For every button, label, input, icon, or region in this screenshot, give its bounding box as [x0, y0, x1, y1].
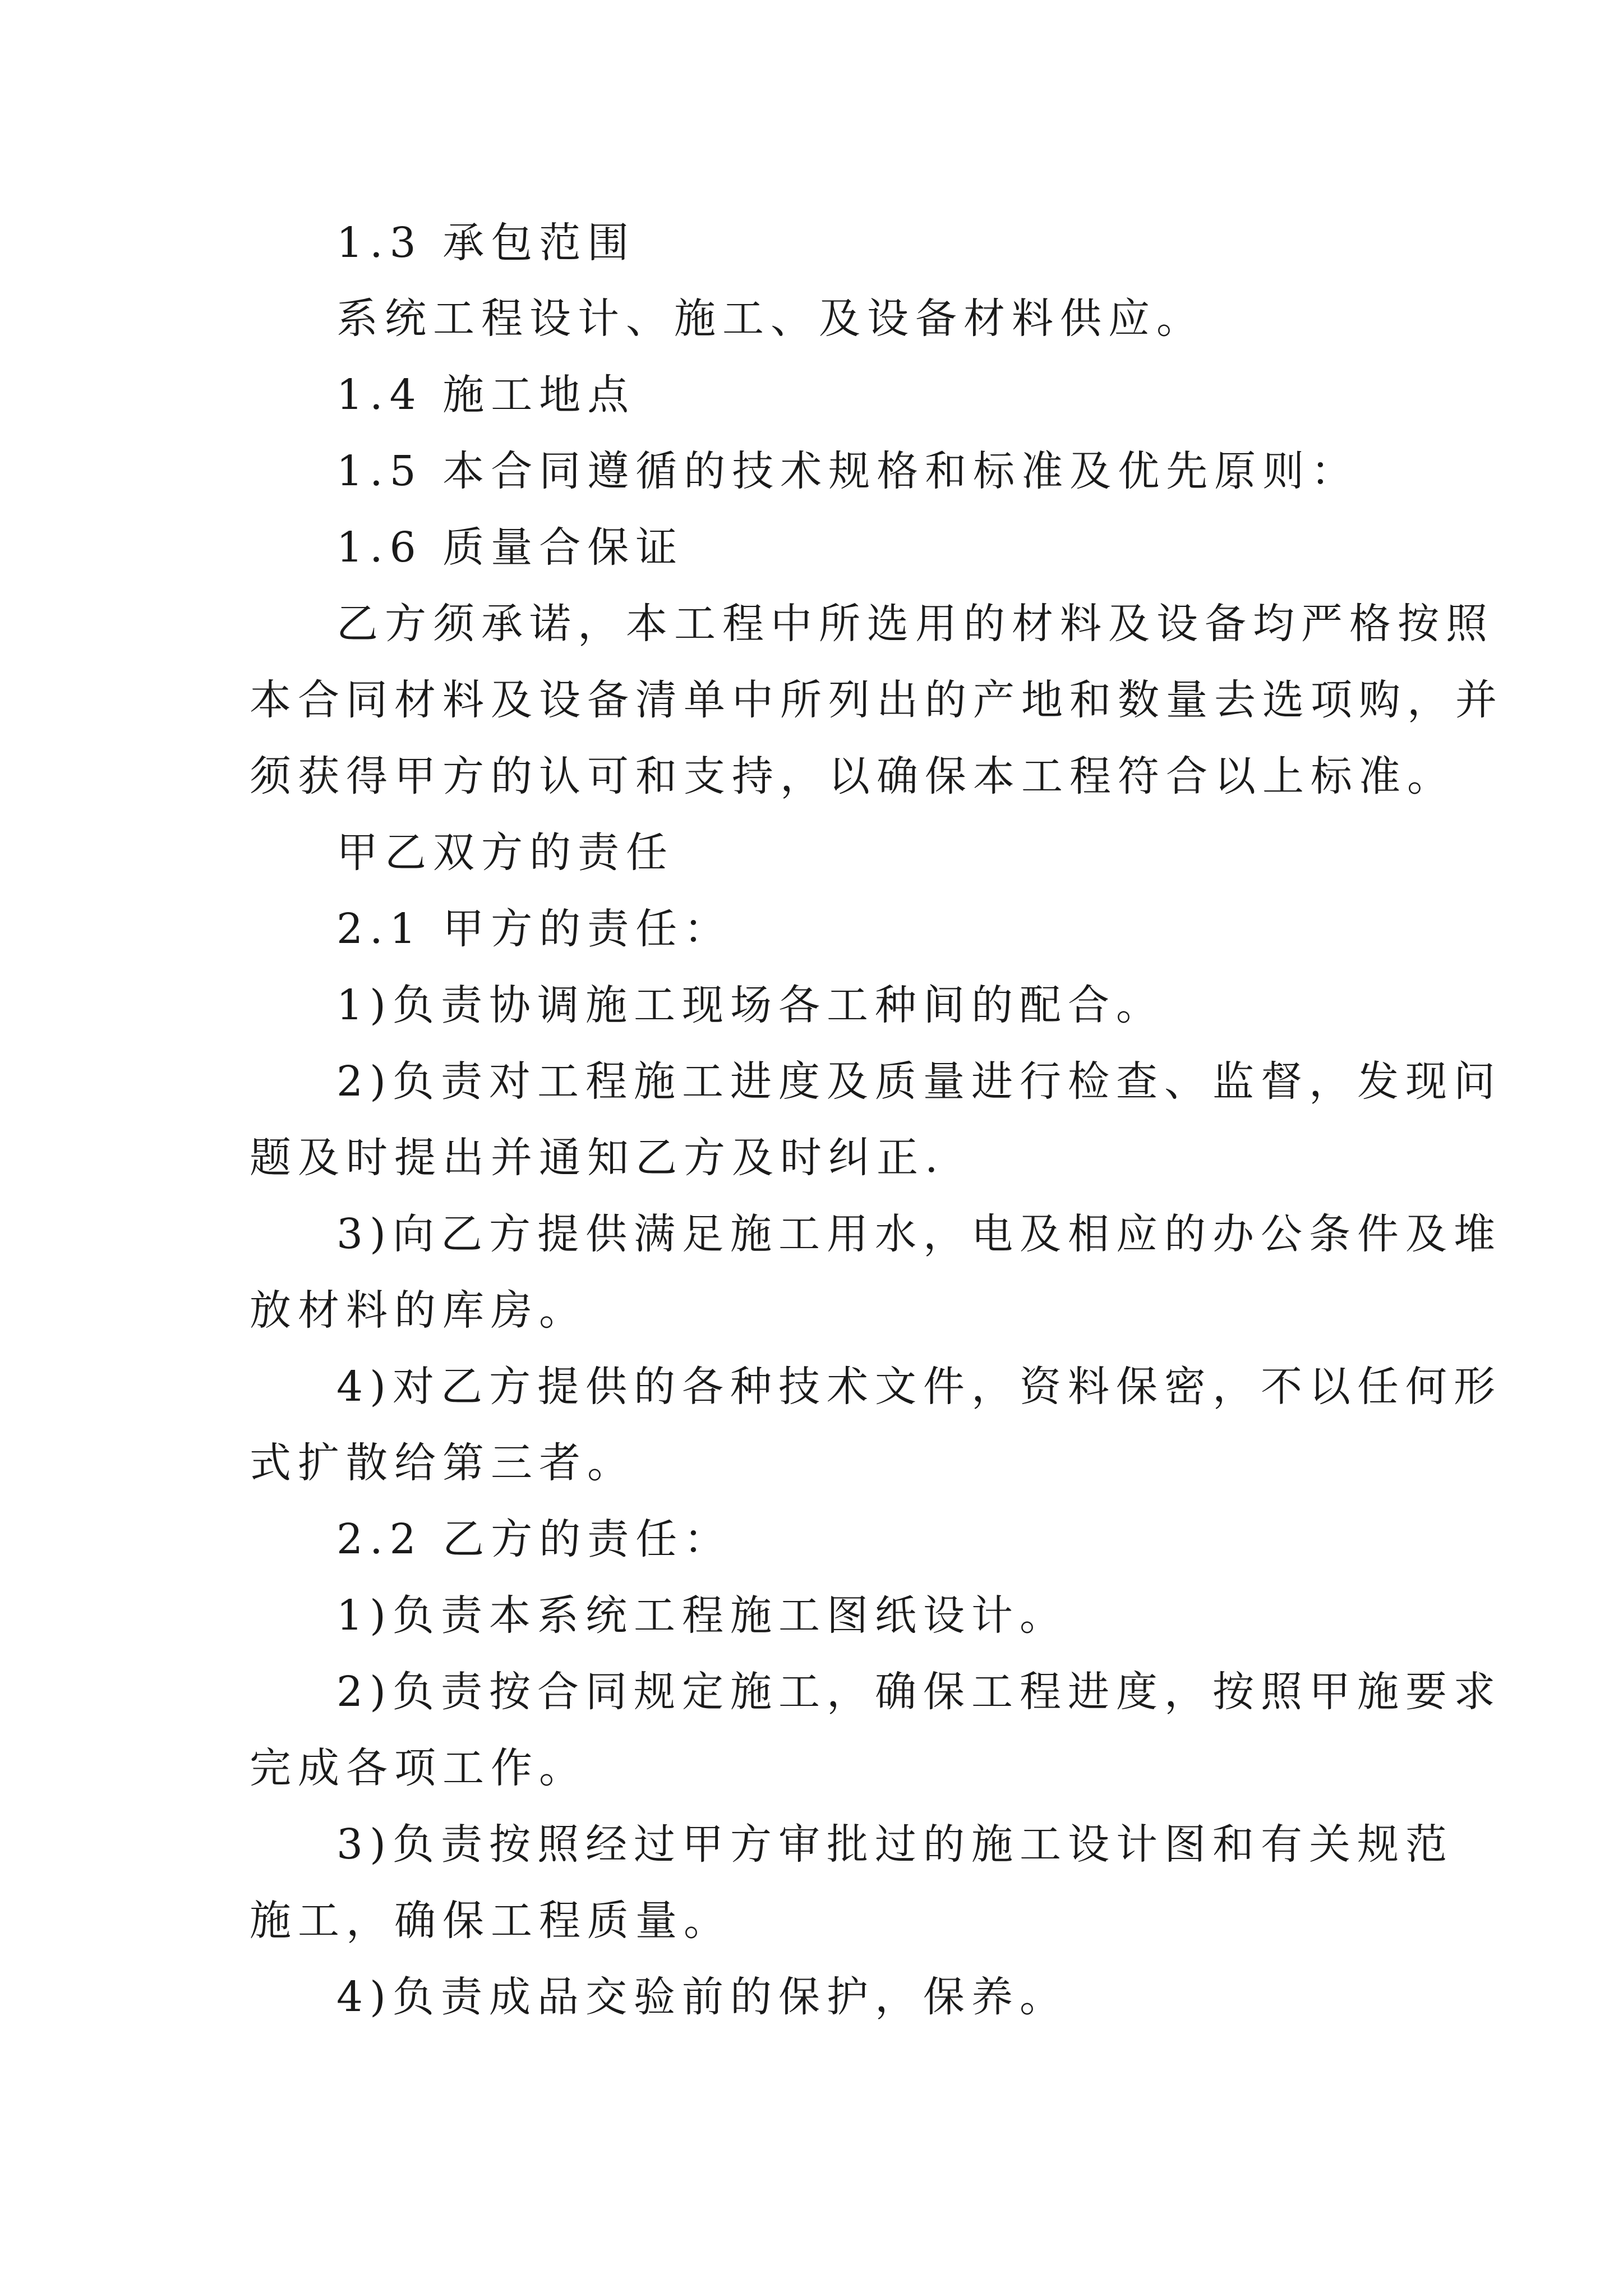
section-heading: 甲乙双方的责任 — [336, 829, 674, 877]
section-heading-1-6: 1.6 质量合保证 — [336, 523, 684, 572]
list-item-continuation: 题及时提出并通知乙方及时纠正. — [250, 1134, 945, 1182]
list-item: 2)负责对工程施工进度及质量进行检查、监督，发现问 — [336, 1057, 1502, 1106]
list-item: 4)对乙方提供的各种技术文件，资料保密，不以任何形 — [336, 1363, 1502, 1411]
list-item: 3)向乙方提供满足施工用水，电及相应的办公条件及堆 — [336, 1210, 1502, 1258]
paragraph-line: 须获得甲方的认可和支持，以确保本工程符合以上标准。 — [250, 752, 1455, 800]
list-item-continuation: 施工，确保工程质量。 — [250, 1897, 732, 1945]
list-item: 1)负责协调施工现场各工种间的配合。 — [336, 981, 1164, 1029]
list-item: 3)负责按照经过甲方审批过的施工设计图和有关规范 — [336, 1820, 1454, 1869]
section-heading-1-3: 1.3 承包范围 — [336, 219, 636, 267]
paragraph-line: 本合同材料及设备清单中所列出的产地和数量去选项购，并 — [250, 676, 1504, 724]
paragraph-line: 系统工程设计、施工、及设备材料供应。 — [336, 295, 1205, 343]
section-heading-2-1: 2.1 甲方的责任： — [336, 905, 732, 953]
list-item-continuation: 完成各项工作。 — [250, 1744, 587, 1792]
section-heading-1-4: 1.4 施工地点 — [336, 371, 636, 419]
list-item: 2)负责按合同规定施工，确保工程进度，按照甲施要求 — [336, 1668, 1502, 1716]
list-item: 4)负责成品交验前的保护，保养。 — [336, 1973, 1068, 2021]
list-item-continuation: 放材料的库房。 — [250, 1286, 587, 1335]
paragraph-line: 乙方须承诺，本工程中所选用的材料及设备均严格按照 — [336, 600, 1494, 648]
list-item: 1)负责本系统工程施工图纸设计。 — [336, 1591, 1068, 1640]
section-heading-2-2: 2.2 乙方的责任： — [336, 1515, 732, 1563]
section-heading-1-5: 1.5 本合同遵循的技术规格和标准及优先原则： — [336, 447, 1359, 495]
list-item-continuation: 式扩散给第三者。 — [250, 1439, 635, 1487]
